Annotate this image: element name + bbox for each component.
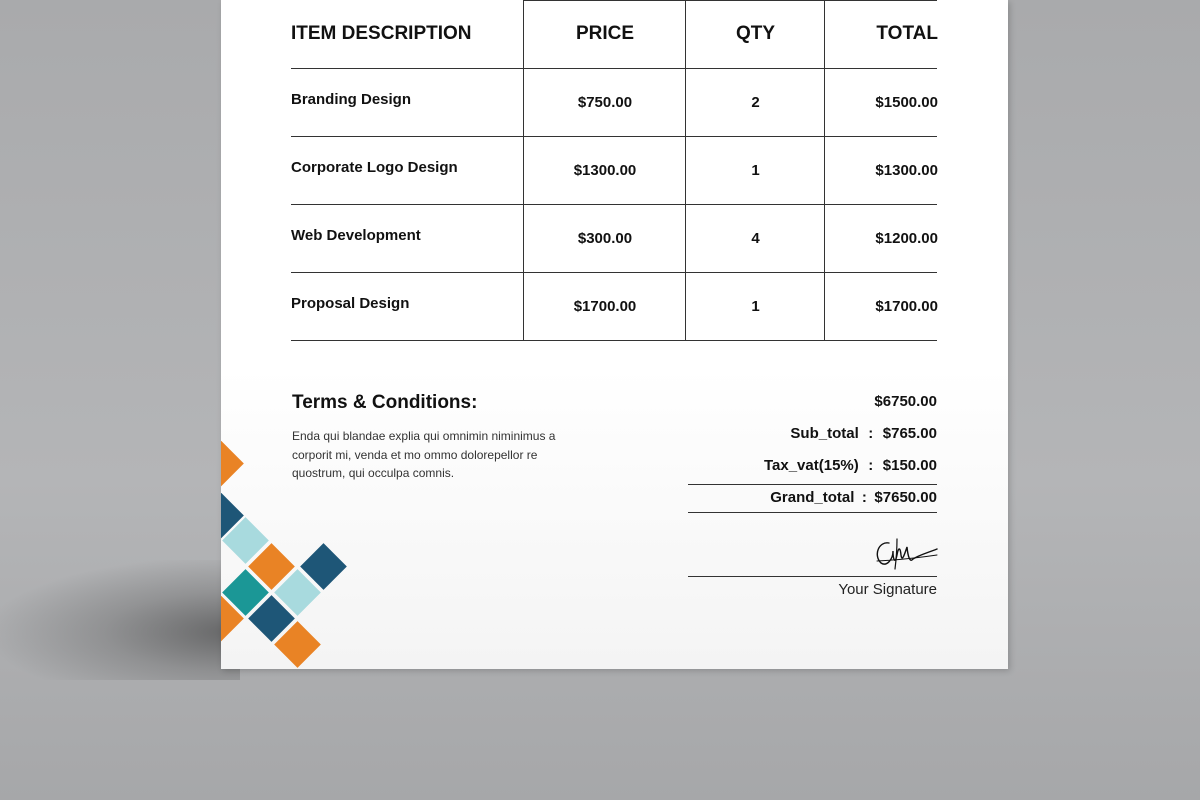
row-total: $1500.00	[824, 69, 938, 136]
table-row	[291, 69, 937, 137]
row-qty: 2	[685, 69, 825, 136]
tax-label: Tax_vat(15%)	[763, 457, 859, 474]
row-price: $1300.00	[523, 137, 686, 204]
row-price: $750.00	[523, 69, 686, 136]
row-description: Branding Design	[291, 91, 412, 108]
row-qty: 4	[685, 205, 825, 272]
table-row	[291, 273, 937, 341]
signature-mark	[867, 533, 939, 573]
summary-grand-total	[770, 489, 937, 506]
row-total: $1200.00	[824, 205, 938, 272]
tax-separator: :	[868, 457, 874, 474]
table-row	[291, 205, 937, 273]
summary-subtotal	[790, 425, 937, 442]
header-total: TOTAL	[824, 0, 938, 68]
row-price: $1700.00	[523, 273, 686, 340]
table-row	[291, 137, 937, 205]
row-description: Proposal Design	[291, 295, 410, 312]
row-total: $1700.00	[824, 273, 938, 340]
summary-tax	[764, 457, 937, 474]
paper-shadow	[0, 560, 240, 680]
row-total: $1300.00	[824, 137, 938, 204]
summary-divider	[688, 484, 937, 485]
terms-title: Terms & Conditions:	[292, 392, 478, 413]
signature-line	[688, 576, 937, 577]
terms-text: Enda qui blandae explia qui omnimin niminimus a corporit mi, venda et mo ommo dolorepellor re quostrum, qui occulpa comnis.	[292, 429, 556, 480]
summary-total-value: $6750.00	[874, 393, 937, 410]
summary-bottom-divider	[688, 512, 937, 513]
grand-total-separator: :	[861, 489, 867, 506]
grand-total-label: Grand_total	[770, 489, 855, 506]
subtotal-label: Sub_total	[790, 425, 859, 442]
row-price: $300.00	[523, 205, 686, 272]
grand-total-value: $7650.00	[874, 489, 937, 506]
subtotal-value: $765.00	[882, 425, 937, 442]
subtotal-separator: :	[868, 425, 874, 442]
summary-total	[874, 393, 937, 410]
header-description: ITEM DESCRIPTION	[291, 23, 472, 44]
row-description: Corporate Logo Design	[291, 159, 458, 176]
invoice-page	[221, 0, 1008, 669]
invoice-table	[291, 0, 937, 341]
header-qty: QTY	[685, 0, 825, 68]
row-qty: 1	[685, 273, 825, 340]
row-qty: 1	[685, 137, 825, 204]
tax-value: $150.00	[882, 457, 937, 474]
table-header-row	[291, 0, 937, 69]
signature-label: Your Signature	[838, 581, 937, 598]
header-price: PRICE	[523, 0, 686, 68]
decor-tile	[221, 440, 244, 487]
row-description: Web Development	[291, 227, 421, 244]
